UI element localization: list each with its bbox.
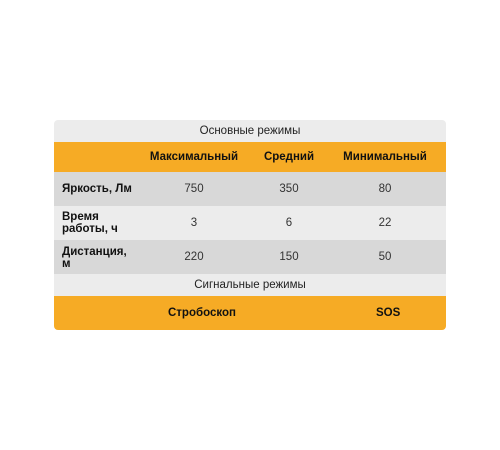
signal-modes-title: Сигнальные режимы [194, 279, 306, 291]
signal-modes-row [54, 296, 446, 330]
column-header-row [54, 142, 446, 172]
column-header-min: Минимальный [343, 151, 427, 163]
cell-value: 350 [279, 183, 299, 195]
table-row-brightness [54, 172, 446, 206]
cell-value: 22 [378, 217, 392, 229]
cell-value: 3 [190, 217, 198, 229]
cell-value: 80 [378, 183, 392, 195]
row-label: Яркость, Лм [62, 183, 132, 195]
cell-value: 750 [184, 183, 204, 195]
modes-table [54, 120, 446, 330]
row-label: Дистанция, м [62, 246, 127, 270]
strobe-mode-label: Стробоскоп [168, 307, 236, 319]
cell-value: 150 [279, 251, 299, 263]
cell-value: 50 [378, 251, 392, 263]
main-modes-title: Основные режимы [199, 125, 301, 137]
table-row-runtime [54, 206, 446, 240]
cell-value: 220 [184, 251, 204, 263]
signal-modes-header [54, 274, 446, 296]
table-row-distance [54, 240, 446, 274]
sos-mode-label: SOS [376, 307, 401, 319]
main-modes-header [54, 120, 446, 142]
column-header-max: Максимальный [149, 151, 239, 163]
cell-value: 6 [285, 217, 293, 229]
row-label: Время работы, ч [62, 211, 118, 235]
column-header-mid: Средний [263, 151, 315, 163]
